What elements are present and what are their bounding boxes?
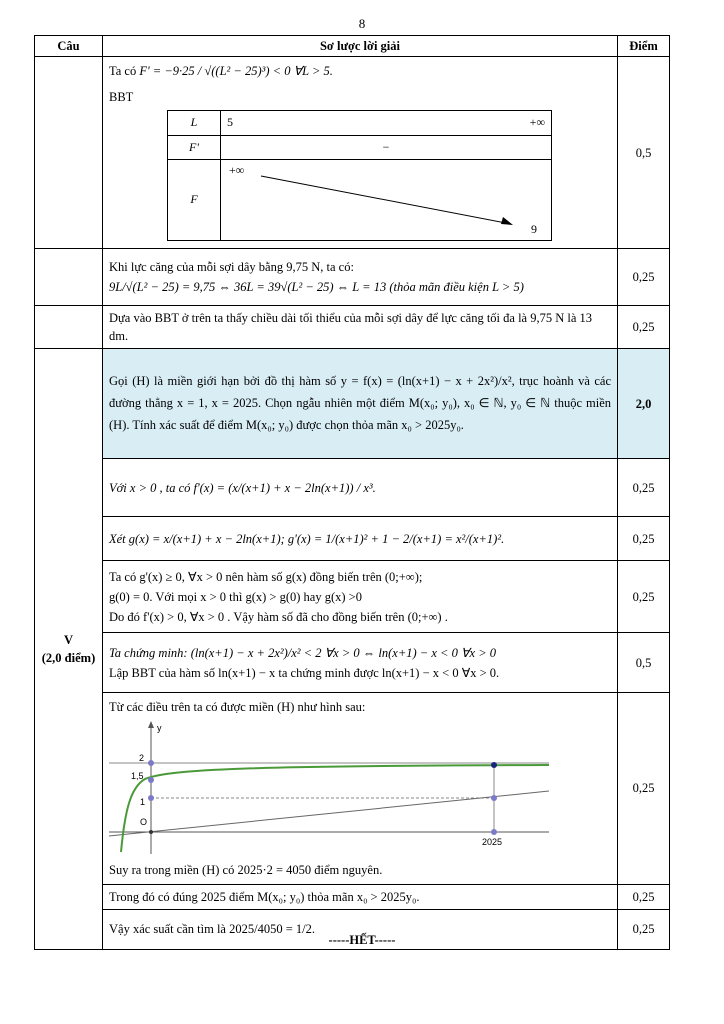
equation-line: 9L/√(L² − 25) = 9,75 ⇔ 36L = 39√(L² − 25) ⇔ L = 13 (thỏa mãn điều kiện L > 5) <box>109 280 524 295</box>
table-row <box>35 306 670 349</box>
text-line: Trong đó có đúng 2025 điểm M(x₀; y₀) thỏa mãn x₀ > 2025y₀. <box>103 884 618 909</box>
table-header <box>35 36 670 57</box>
score-cell: 0,25 <box>618 517 670 561</box>
score-cell: 0,25 <box>618 884 670 909</box>
point-2025-top <box>491 762 497 768</box>
bbt-label: BBT <box>109 90 134 105</box>
page-number: 8 <box>358 16 366 31</box>
solution-cell <box>103 57 618 249</box>
text-line: Xét g(x) = x/(x+1) + x − 2ln(x+1); g'(x) = 1/(x+1)² + 1 − 2/(x+1) = x²/(x+1)². <box>103 517 618 561</box>
score-cell: 0,25 <box>618 909 670 949</box>
text-line: Ta chứng minh: (ln(x+1) − x + 2x²)/x² < 2 ∀x > 0 ⇔ ln(x+1) − x < 0 ∀x > 0 <box>109 645 496 660</box>
table-row <box>35 349 670 459</box>
bbt-F-end: 9 <box>531 221 537 236</box>
section-cell <box>35 349 103 949</box>
cau-cell <box>35 57 103 249</box>
score-cell: 2,0 <box>618 349 670 459</box>
section-points: (2,0 điểm) <box>41 651 96 666</box>
problem-statement: Gọi (H) là miền giới hạn bởi đồ thị hàm số y = f(x) = (ln(x+1) − x + 2x²)/x², trục hoành và các đường thẳng x = 1, x = 2025. Chọn ngẫu nhiên một điểm M(x₀; y₀), x₀ ∈ ℕ, y₀ ∈ ℕ thuộc miền (H). Tính xác suất để điểm M(x₀; y₀) được chọn thỏa mãn x₀ > 2025y₀. <box>103 349 618 459</box>
text-line: Vậy xác suất cần tìm là 2025/4050 = 1/2. <box>103 909 618 949</box>
end-marker: -----HẾT----- <box>328 933 396 947</box>
bbt-Fp-label: F' <box>168 135 221 159</box>
text-line: Ta có g'(x) ≥ 0, ∀x > 0 nên hàm số g(x) đồng biến trên (0;+∞); <box>109 569 423 584</box>
point-2025-mid <box>491 795 497 801</box>
point-15 <box>148 777 154 783</box>
solution-table <box>34 35 670 950</box>
origin-label: O <box>140 816 148 827</box>
point-2 <box>148 760 154 766</box>
y-axis-label: y <box>157 722 162 733</box>
bbt-L-start: 5 <box>227 115 233 130</box>
derivative-expr: F' = −9·25 / √((L² − 25)³) < 0 ∀L > 5. <box>139 64 333 79</box>
text-line: Do đó f'(x) > 0, ∀x > 0 . Vậy hàm số đã cho đồng biến trên (0;+∞) . <box>109 609 448 624</box>
text-line: Dựa vào BBT ở trên ta thấy chiều dài tối thiểu của mỗi sợi dây để lực căng tối đa là 9,75 N là 13 dm. <box>103 306 618 349</box>
score-cell: 0,5 <box>618 57 670 249</box>
tick-2025: 2025 <box>482 836 503 847</box>
decreasing-arrow <box>221 160 551 240</box>
table-row <box>35 884 670 909</box>
score-cell: 0,5 <box>618 633 670 693</box>
text-line: Lập BBT của hàm số ln(x+1) − x ta chứng minh được ln(x+1) − x < 0 ∀x > 0. <box>109 665 500 680</box>
cau-cell <box>35 249 103 306</box>
text-line: Với x > 0 , ta có f'(x) = (x/(x+1) + x − 2ln(x+1)) / x³. <box>103 459 618 517</box>
tick-2: 2 <box>139 752 145 763</box>
header-solution: Sơ lược lời giải <box>103 36 618 57</box>
bbt-F-start: +∞ <box>229 163 245 178</box>
score-cell: 0,25 <box>618 693 670 884</box>
score-cell: 0,25 <box>618 561 670 633</box>
intro-text: Ta có <box>109 64 137 79</box>
tick-1: 1 <box>140 796 146 807</box>
table-row <box>35 249 670 306</box>
text-line: Khi lực căng của mỗi sợi dây bằng 9,75 N, ta có: <box>109 260 354 275</box>
bbt-Fp-sign: − <box>221 135 552 159</box>
table-row <box>35 459 670 517</box>
text-line: Suy ra trong miền (H) có 2025·2 = 4050 điểm nguyên. <box>109 862 383 877</box>
tick-1-5: 1,5 <box>131 770 144 781</box>
text-line: Từ các điều trên ta có được miền (H) như hình sau: <box>109 700 366 715</box>
bbt-L-label: L <box>168 111 221 135</box>
point-1 <box>148 795 154 801</box>
score-cell: 0,25 <box>618 249 670 306</box>
bbt-F-label: F <box>168 160 221 241</box>
variation-table <box>167 110 552 241</box>
table-row <box>35 693 670 884</box>
bbt-L-end: +∞ <box>529 115 545 130</box>
header-cau: Câu <box>35 36 103 57</box>
header-score: Điểm <box>618 36 670 57</box>
region-graph <box>109 719 609 859</box>
table-row <box>35 561 670 633</box>
point-2025-axis <box>491 829 497 835</box>
score-cell: 0,25 <box>618 306 670 349</box>
section-label: V <box>63 632 74 647</box>
table-row <box>35 633 670 693</box>
cau-cell <box>35 306 103 349</box>
score-cell: 0,25 <box>618 459 670 517</box>
table-row <box>35 517 670 561</box>
point-origin <box>149 830 153 834</box>
table-row <box>35 57 670 249</box>
text-line: g(0) = 0. Với mọi x > 0 thì g(x) > g(0) hay g(x) >0 <box>109 589 362 604</box>
